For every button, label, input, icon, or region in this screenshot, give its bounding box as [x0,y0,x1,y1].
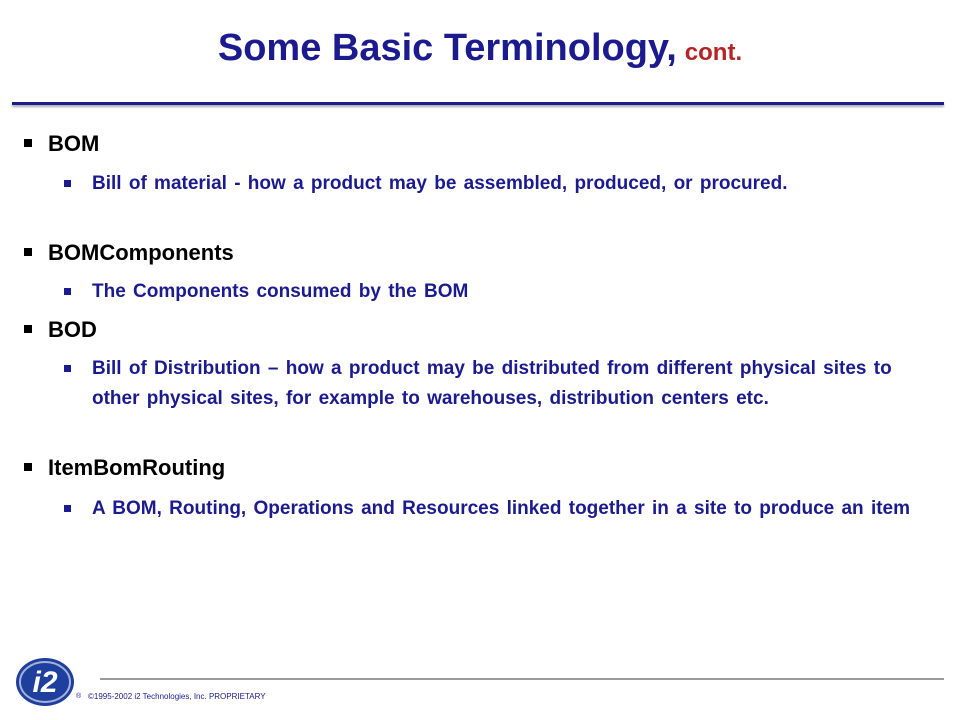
term-bod [24,316,97,344]
square-bullet-icon [24,463,32,471]
i2-logo-icon [14,656,76,708]
logo-text: i2 [32,666,58,699]
copyright-notice: ©1995-2002 i2 Technologies, Inc. PROPRIETARY [88,692,266,701]
square-bullet-icon [24,248,32,256]
term-bomcomponents [24,239,234,267]
term-label: BOMComponents [48,240,234,265]
title-divider [12,102,944,105]
term-bom-description [64,169,924,199]
square-bullet-icon [24,139,32,147]
square-bullet-icon [64,180,71,187]
square-bullet-icon [24,325,32,333]
term-description: A BOM, Routing, Operations and Resources linked together in a site to produce an item [92,498,911,519]
term-label: BOD [48,317,97,342]
registered-mark: ® [76,693,82,700]
slide-title-text: Some Basic Terminology, [217,27,677,69]
term-itembomrouting [24,454,225,482]
term-description: The Components consumed by the BOM [92,281,469,302]
slide-title [0,24,960,77]
term-itembomrouting-description [64,494,924,524]
term-description: Bill of Distribution – how a product may be distributed from different physical sites to other physical sites, for example to warehouses, distribution centers etc. [92,358,892,409]
term-bomcomponents-description [64,277,924,307]
slide-title-suffix: cont. [684,39,743,66]
term-label: ItemBomRouting [48,455,226,480]
term-description: Bill of material - how a product may be assembled, produced, or procured. [92,173,788,194]
footer-divider [100,678,944,680]
square-bullet-icon [64,505,71,512]
term-label: BOM [48,131,100,156]
square-bullet-icon [64,365,71,372]
square-bullet-icon [64,288,71,295]
term-bom [24,130,99,158]
term-bod-description [64,354,924,414]
